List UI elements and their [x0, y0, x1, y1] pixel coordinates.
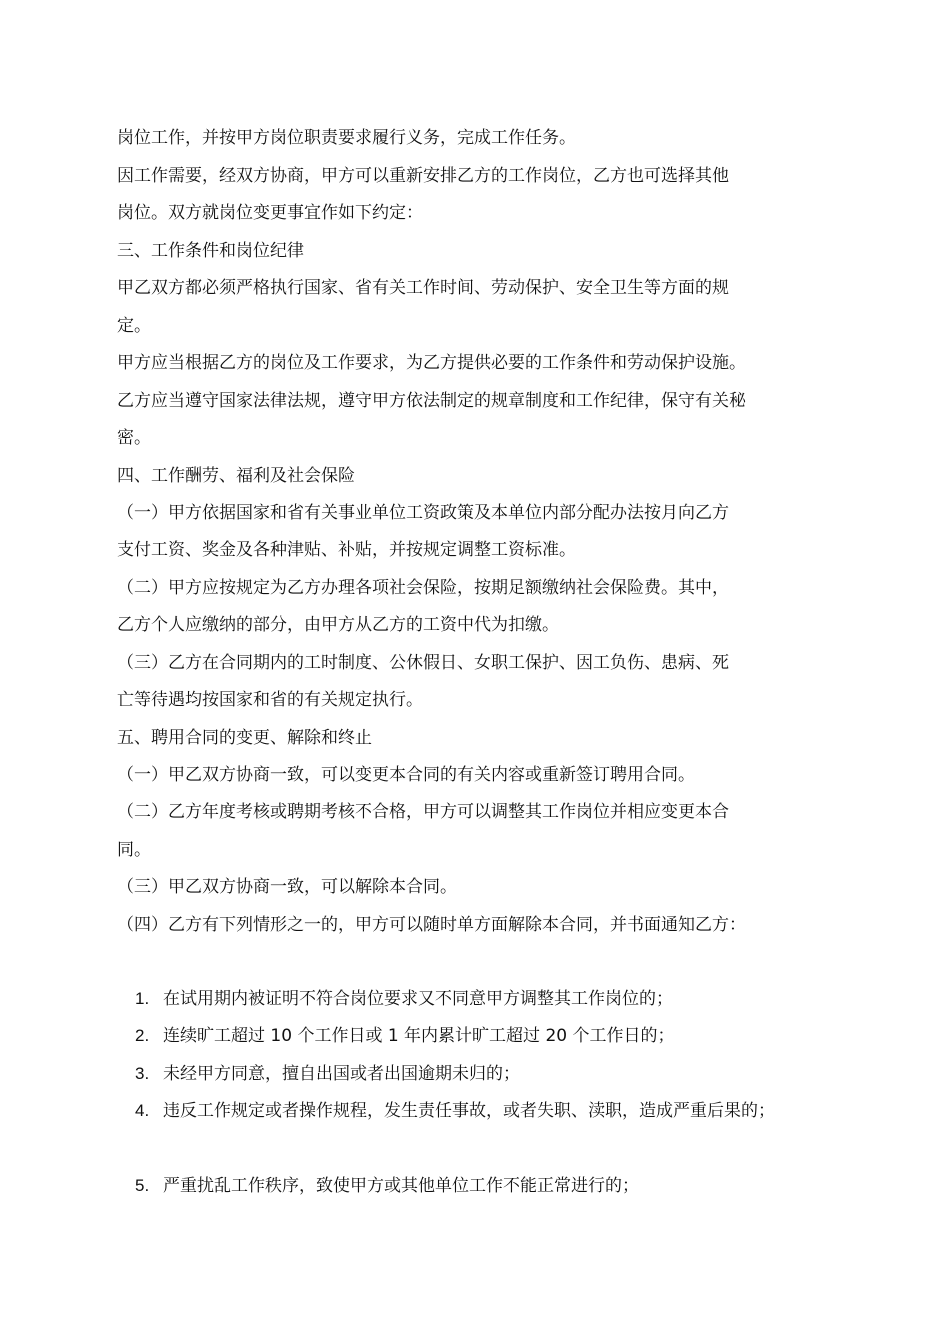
paragraph-line: 岗位。双方就岗位变更事宜作如下约定： — [117, 203, 423, 223]
paragraph-line: 定。 — [117, 316, 151, 336]
paragraph-line: 甲方应当根据乙方的岗位及工作要求，为乙方提供必要的工作条件和劳动保护设施。 — [117, 353, 746, 373]
paragraph-line: 甲乙双方都必须严格执行国家、省有关工作时间、劳动保护、安全卫生等方面的规 — [117, 278, 729, 298]
paragraph-line: 岗位工作，并按甲方岗位职责要求履行义务，完成工作任务。 — [117, 128, 576, 148]
list-item-number: 4. — [135, 1101, 150, 1120]
paragraph-line: 亡等待遇均按国家和省的有关规定执行。 — [117, 690, 423, 710]
list-item — [135, 1062, 855, 1086]
list-item-text: 在试用期内被证明不符合岗位要求又不同意甲方调整其工作岗位的； — [163, 989, 673, 1009]
paragraph-line: （一）甲乙双方协商一致，可以变更本合同的有关内容或重新签订聘用合同。 — [117, 765, 695, 785]
list-item — [135, 1099, 855, 1123]
section-heading: 四、工作酬劳、福利及社会保险 — [117, 466, 355, 486]
list-item-text: 连续旷工超过 10 个工作日或 1 年内累计旷工超过 20 个工作日的； — [163, 1026, 675, 1046]
paragraph-line: 支付工资、奖金及各种津贴、补贴，并按规定调整工资标准。 — [117, 540, 576, 560]
paragraph-line: 乙方个人应缴纳的部分，由甲方从乙方的工资中代为扣缴。 — [117, 615, 559, 635]
list-item-number: 5. — [135, 1176, 150, 1195]
paragraph-line: （三）甲乙双方协商一致，可以解除本合同。 — [117, 877, 457, 897]
list-item — [135, 987, 855, 1011]
section-heading: 三、工作条件和岗位纪律 — [117, 241, 304, 261]
list-item-number: 3. — [135, 1064, 150, 1083]
list-item-number: 2. — [135, 1026, 150, 1045]
paragraph-line: （二）乙方年度考核或聘期考核不合格，甲方可以调整其工作岗位并相应变更本合 — [117, 802, 729, 822]
section-heading: 五、聘用合同的变更、解除和终止 — [117, 728, 372, 748]
list-item-text: 未经甲方同意，擅自出国或者出国逾期未归的； — [163, 1064, 520, 1084]
list-item — [135, 1024, 855, 1048]
list-item — [135, 1174, 855, 1198]
list-item-text: 违反工作规定或者操作规程，发生责任事故，或者失职、渎职，造成严重后果的； — [163, 1101, 775, 1121]
list-item-number: 1. — [135, 989, 150, 1008]
list-item-text: 严重扰乱工作秩序，致使甲方或其他单位工作不能正常进行的； — [163, 1176, 639, 1196]
paragraph-line: （二）甲方应按规定为乙方办理各项社会保险，按期足额缴纳社会保险费。其中， — [117, 578, 729, 598]
paragraph-line: 因工作需要，经双方协商，甲方可以重新安排乙方的工作岗位，乙方也可选择其他 — [117, 166, 729, 186]
paragraph-line: 同。 — [117, 840, 151, 860]
paragraph-line: 乙方应当遵守国家法律法规，遵守甲方依法制定的规章制度和工作纪律，保守有关秘 — [117, 391, 746, 411]
paragraph-line: （三）乙方在合同期内的工时制度、公休假日、女职工保护、因工负伤、患病、死 — [117, 653, 729, 673]
paragraph-line: （一）甲方依据国家和省有关事业单位工资政策及本单位内部分配办法按月向乙方 — [117, 503, 729, 523]
paragraph-line: （四）乙方有下列情形之一的，甲方可以随时单方面解除本合同，并书面通知乙方： — [117, 915, 746, 935]
paragraph-line: 密。 — [117, 428, 151, 448]
